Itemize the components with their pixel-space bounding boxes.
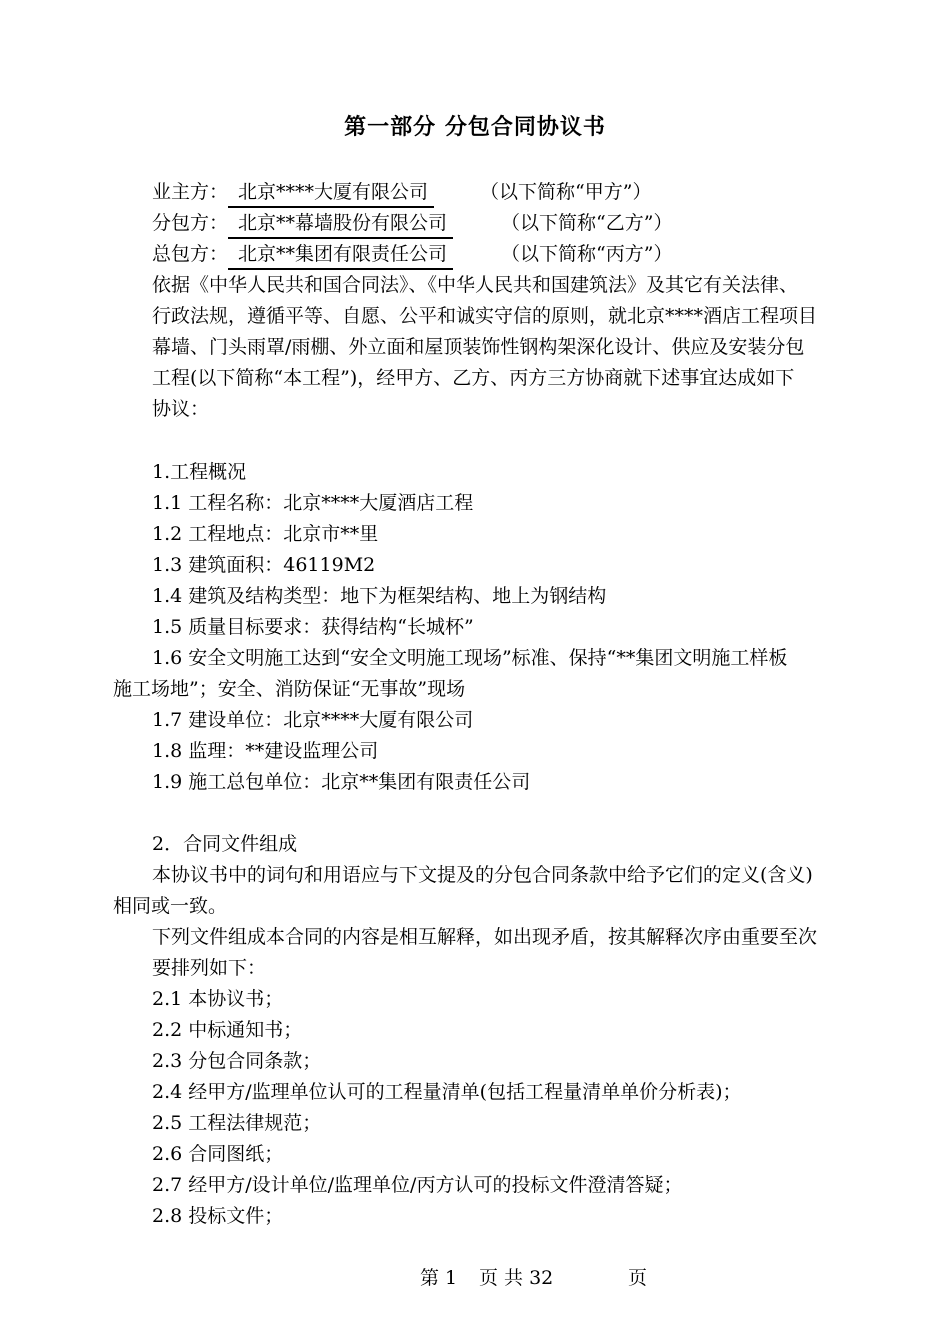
list-item: 1.5 质量目标要求：获得结构“长城杯” [152, 616, 474, 638]
list-item: 1.3 建筑面积：46119M2 [152, 554, 376, 576]
list-item: 1.4 建筑及结构类型：地下为框架结构、地上为钢结构 [152, 585, 607, 607]
party-label: 业主方： [152, 181, 229, 203]
page-number-suffix: 页 [628, 1267, 648, 1289]
page-number-total: 页 共 32 [479, 1267, 554, 1289]
section-heading: 1.工程概况 [152, 461, 247, 483]
party-name: 北京****大厦有限公司 [228, 178, 434, 208]
list-item: 1.6 安全文明施工达到“安全文明施工现场”标准、保持“**集团文明施工样板 [152, 647, 788, 669]
party-subcontractor [152, 209, 672, 239]
list-item: 2.8 投标文件； [152, 1205, 284, 1227]
document-title: 第一部分 分包合同协议书 [344, 114, 606, 140]
list-item: 2.5 工程法律规范； [152, 1112, 322, 1134]
intro-line: 协议： [152, 398, 210, 420]
list-item: 2.4 经甲方/监理单位认可的工程量清单(包括工程量清单单价分析表)； [152, 1081, 742, 1103]
intro-line: 工程(以下简称“本工程”)，经甲方、乙方、丙方三方协商就下述事宜达成如下 [152, 367, 795, 389]
intro-line: 行政法规，遵循平等、自愿、公平和诚实守信的原则，就北京****酒店工程项目 [152, 305, 818, 327]
list-item: 2.6 合同图纸； [152, 1143, 284, 1165]
section-heading: 2．合同文件组成 [152, 833, 298, 855]
paragraph-line: 本协议书中的词句和用语应与下文提及的分包合同条款中给予它们的定义(含义) [152, 864, 813, 886]
list-item: 2.7 经甲方/设计单位/监理单位/丙方认可的投标文件澄清答疑； [152, 1174, 683, 1196]
party-alias: （以下简称“乙方”） [501, 212, 673, 234]
party-name: 北京**幕墙股份有限公司 [228, 209, 453, 239]
paragraph-line-continued: 相同或一致。 [113, 895, 228, 917]
party-alias: （以下简称“甲方”） [480, 181, 652, 203]
paragraph-line: 要排列如下： [152, 957, 267, 979]
list-item-continued: 施工场地”；安全、消防保证“无事故”现场 [113, 678, 466, 700]
party-general-contractor [152, 240, 672, 270]
list-item: 1.7 建设单位：北京****大厦有限公司 [152, 709, 474, 731]
list-item: 1.8 监理：**建设监理公司 [152, 740, 379, 762]
paragraph-line: 下列文件组成本合同的内容是相互解释，如出现矛盾，按其解释次序由重要至次 [152, 926, 818, 948]
list-item: 2.2 中标通知书； [152, 1019, 303, 1041]
party-alias: （以下简称“丙方”） [501, 243, 673, 265]
list-item: 2.1 本协议书； [152, 988, 284, 1010]
list-item: 2.3 分包合同条款； [152, 1050, 322, 1072]
party-owner [152, 178, 651, 208]
page-number-prefix: 第 1 [420, 1267, 458, 1289]
party-label: 总包方： [152, 243, 229, 265]
list-item: 1.1 工程名称：北京****大厦酒店工程 [152, 492, 474, 514]
intro-line: 幕墙、门头雨罩/雨棚、外立面和屋顶装饰性钢构架深化设计、供应及安装分包 [152, 336, 805, 358]
list-item: 1.9 施工总包单位：北京**集团有限责任公司 [152, 771, 531, 793]
party-name: 北京**集团有限责任公司 [228, 240, 453, 270]
intro-line: 依据《中华人民共和国合同法》、《中华人民共和国建筑法》及其它有关法律、 [152, 274, 799, 296]
list-item: 1.2 工程地点：北京市**里 [152, 523, 379, 545]
party-label: 分包方： [152, 212, 229, 234]
